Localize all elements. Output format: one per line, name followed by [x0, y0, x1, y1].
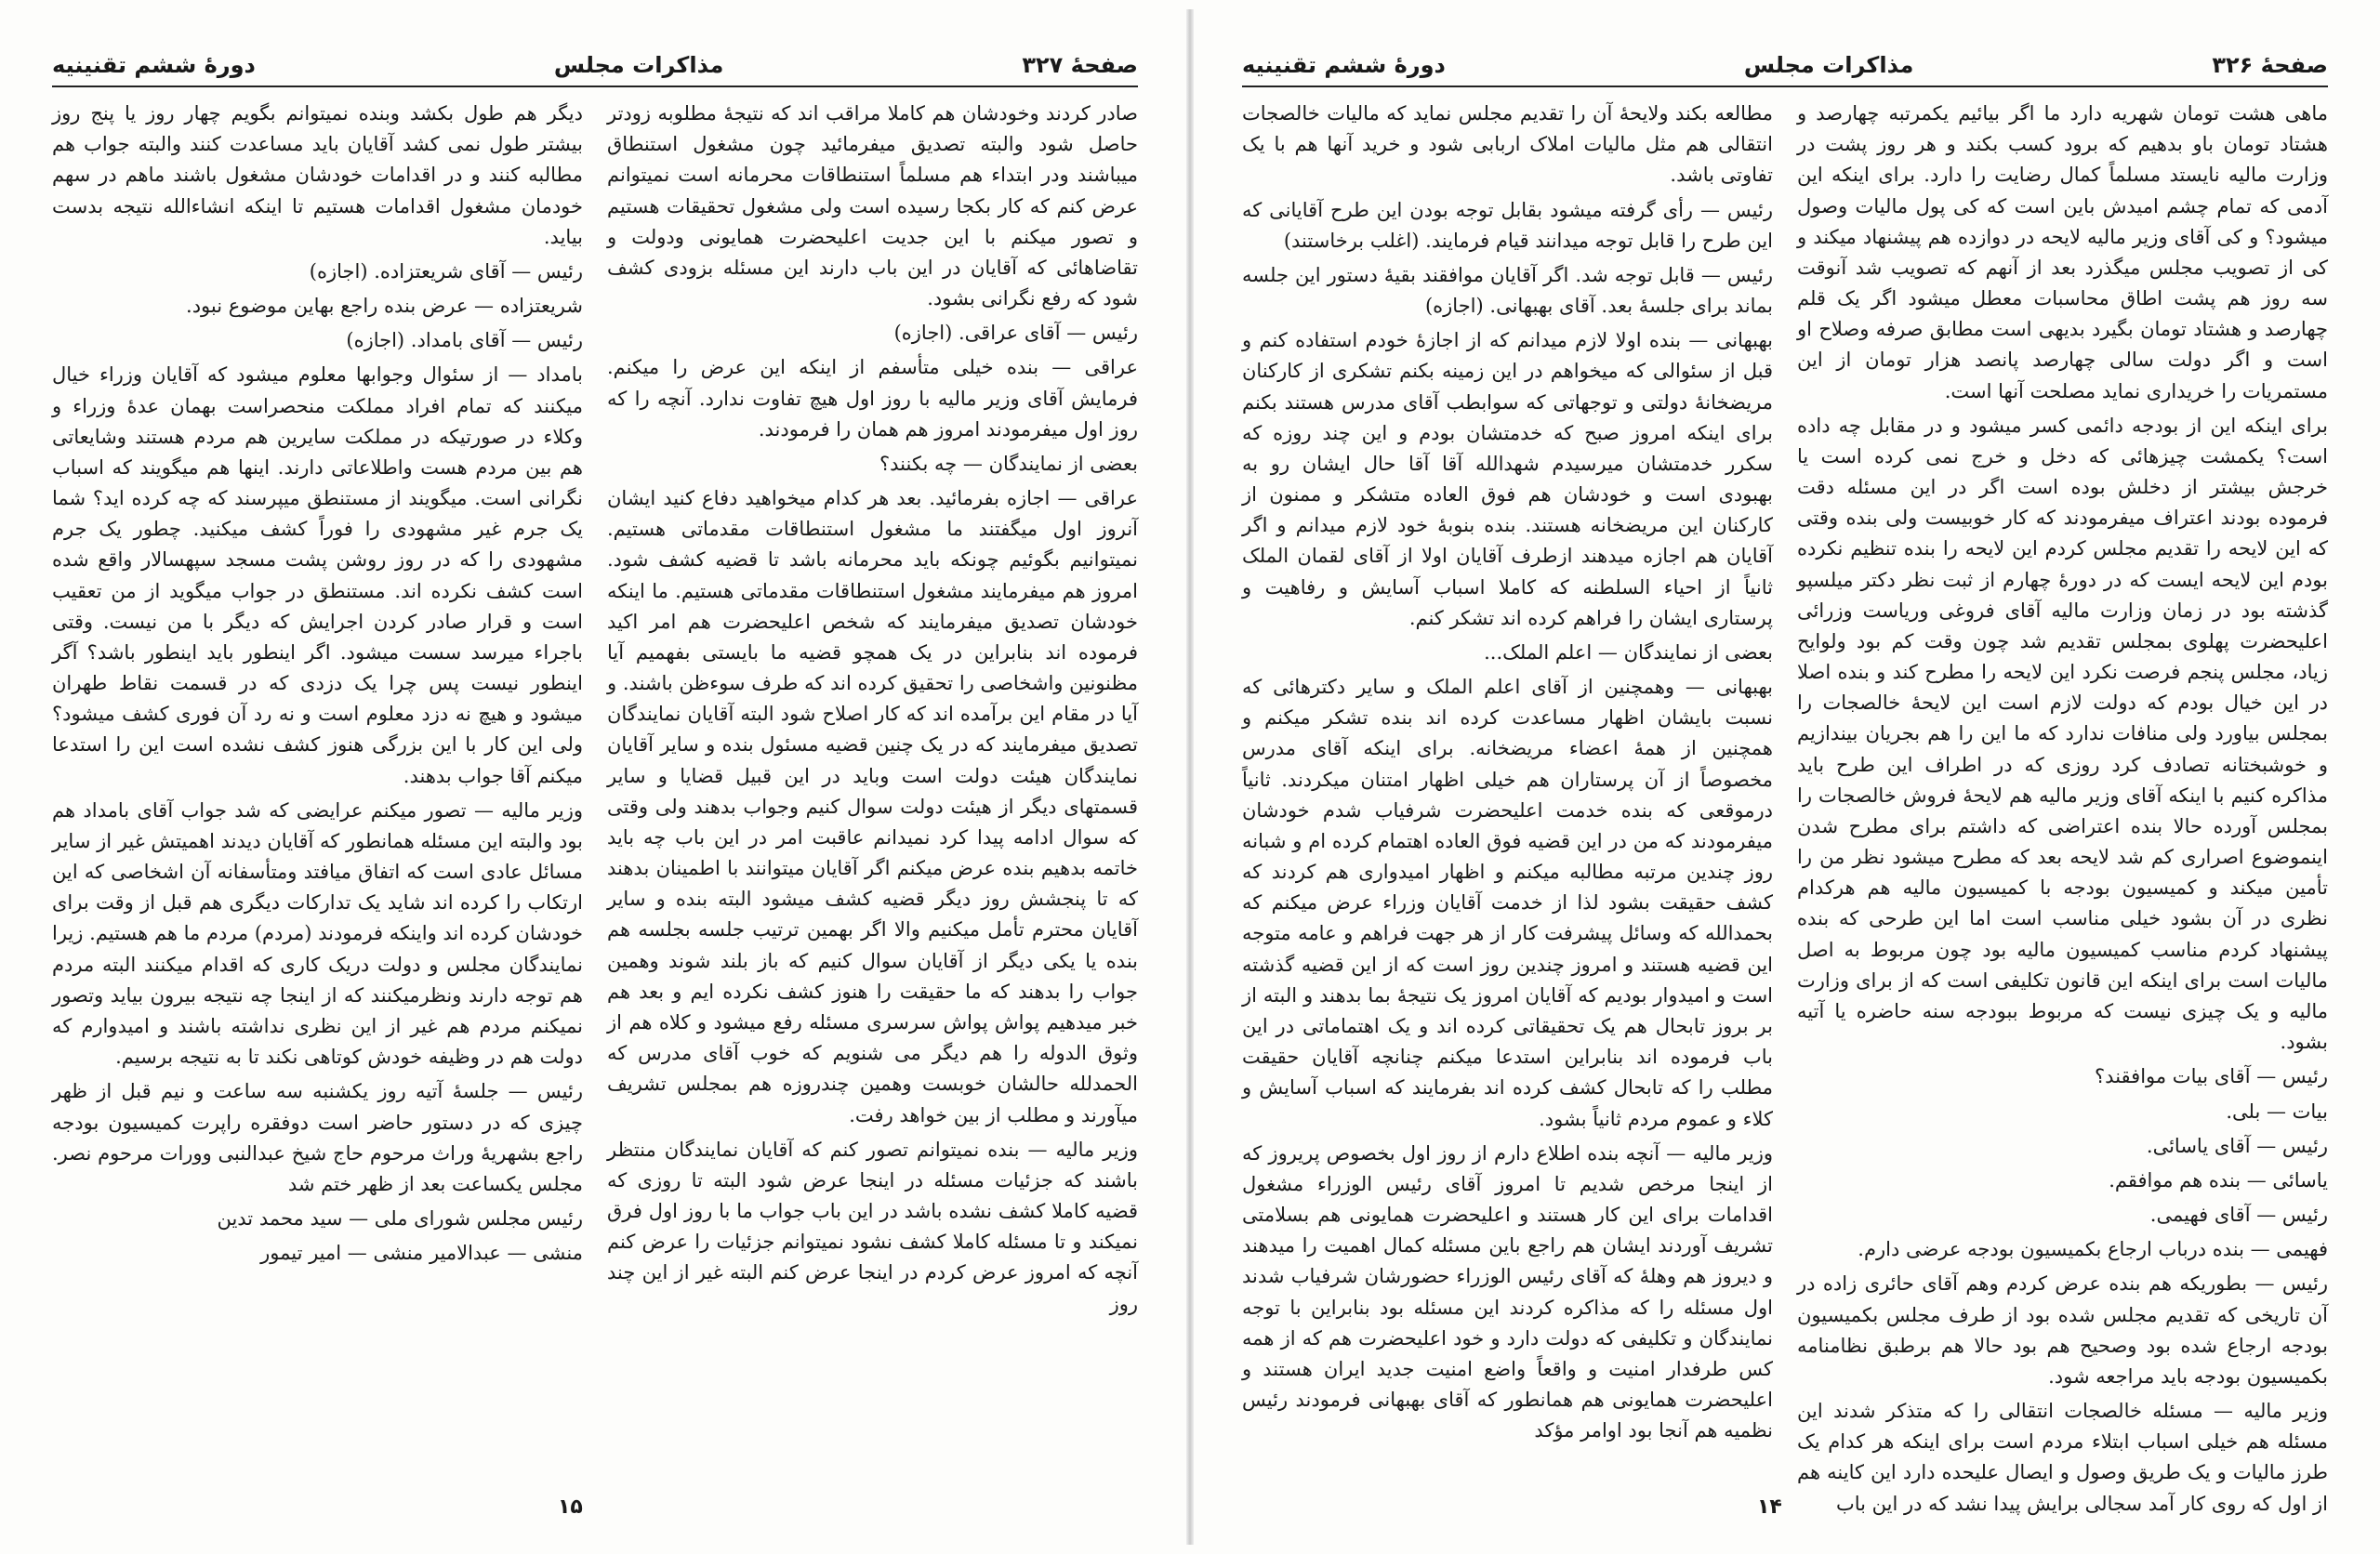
paragraph: رئیس — قابل توجه شد. اگر آقایان موافقند بقیهٔ دستور این جلسه بماند برای جلسهٔ بعد. آقای بهبهانی. (اجازه) [1242, 263, 1773, 318]
paragraph: عراقی — بنده خیلی متأسفم از اینکه این عرض را میکنم. فرمایش آقای وزیر مالیه با روز اول هیچ تفاوت ندارد. آنچه را که روز اول میفرمودند امروز هم همان را فرمودند. [607, 356, 1138, 441]
page-number: ۱۵ [558, 1495, 583, 1519]
column-left [52, 99, 583, 1474]
column-left [1242, 99, 1773, 1474]
paragraph: صادر کردند وخودشان هم کاملا مراقب اند که نتیجهٔ مطلوبه زودتر حاصل شود والبته تصدیق میفرمائید چون مشغول استنطاق میباشند ودر ابتداء هم مسلماً استنطاقات محرمانه است نمیتوانم عرض کنم که کار بکجا رسیده است ولی مشغول تحقیقات هستیم و تصور میکنم با این جدیت اعلیحضرت همایونی ودولت و تقاضاهائی که آقایان در این باب دارند این مسئله بزودی کشف شود که رفع نگرانی بشود. [607, 102, 1138, 310]
paragraph: شریعتزاده — عرض بنده راجع بهاین موضوع نبود. [186, 295, 583, 318]
page-label: صفحهٔ ۳۲۶ [2212, 52, 2328, 78]
session-label: دورهٔ ششم تقنینیه [1242, 52, 1446, 78]
paragraph: بامداد — از سئوال وجوابها معلوم میشود که آقایان وزراء خیال میکنند که تمام افراد مملکت منحصراست بهمان عدهٔ وزراء و وکلاء در صورتیکه در مملکت سایرین هم مردم هستند وشایعاتی هم بین مردم هست واطلاعاتی دارند. اینها هم میگویند که اسباب نگرانی است. میگویند از مستنطق میپرسند که چه کرده اید؟ شما یک جرم غیر مشهودی را فوراً کشف میکنید. چطور یک جرم مشهودی را که در روز روشن پشت مسجد سپهسالار واقع شده است کشف نکرده اند. مستنطق در جواب میگوید از من تعقیب است و قرار صادر کردن اجرایش که دیگر با من نیست. وقتی باجراء میرسد سست میشود. اگر اینطور باید اینطور باشد؟ آگر اینطور نیست پس چرا یک دزدی که در قسمت نقاط طهران میشود و هیچ نه دزد معلوم است و نه رد آن فوری کشف میشود؟ ولی این کار با این بزرگی هنوز کشف نشده است این را استدعا میکنم آقا جواب بدهند. [52, 363, 583, 787]
page-header [52, 45, 1138, 87]
page-label: صفحهٔ ۳۲۷ [1022, 52, 1138, 78]
paragraph: بعضی از نمایندگان — اعلم الملک... [1484, 640, 1773, 664]
paragraph: برای اینکه این از بودجه دائمی کسر میشود و در مقابل چه داده است؟ یکمشت چیزهائی که دخل و خرج نمی کرده است یا خرجش بیشتر از دخلش بوده است اگر در این مسئله دقت فرموده بودند اعتراف میفرمودند که کار خوبیست ولی بنده وقتی که این لایحه را تقدیم مجلس کردم این لایحه را بنده تنظیم نکرده بودم این لایحه ایست که در دورهٔ چهارم از ثبت نظر دکتر میلسپو گذشته بود در زمان وزارت مالیه آقای فروغی وریاست وزرائی اعلیحضرت پهلوی بمجلس تقدیم شد چون وقت کم بود ولوایح زیاد، مجلس پنجم فرصت نکرد این لایحه را مطرح کند و بنده اصلا در این خیال بودم که دولت لازم است این لایحهٔ خالصجات را بمجلس بیاورد ولی منافات ندارد که ما این را هم بجریان بیندازیم و خوشبختانه تصادف کرد روزی که در اطراف این طرح باید مذاکره کنیم با اینکه آقای وزیر مالیه هم لایحهٔ فروش خالصجات را بمجلس آورده حالا بنده اعتراضی که داشتم برای مطرح شدن اینموضوع اصراری کم شد لایحه بعد که مطرح میشود نظر من را تأمین میکند و کمیسیون بودجه با کمیسیون مالیه هم هرکدام نظری در آن بشود خیلی مناسب است اما این طرحی که بنده پیشنهاد کردم مناسب کمیسیون مالیه بود چون مربوط به اصل مالیات است برای اینکه این قانون تکلیفی است که از برای وزارت مالیه و یک چیزی نیست که مربوط ببودجه سنه حاضره یا آتیه بشود. [1797, 414, 2328, 1054]
text-columns [52, 99, 1138, 1474]
paragraph: ماهی هشت تومان شهریه دارد ما اگر بیائیم یکمرتبه چهارصد و هشتاد تومان باو بدهیم که برود کسب بکند و هر روز پشت در وزارت مالیه نایستد مسلماً کمال رضایت را دارد. برای اینکه این آدمی که تمام چشم امیدش باین است که کی پول مالیات وصول میشود؟ و کی آقای وزیر مالیه لایحه در دوازده هم پیشنهاد میکند و کی از تصویب مجلس میگذرد بعد از آنهم که تصویب شد آنوقت سه روز هم پشت اطاق محاسبات معطل میشود اگر یک قلم چهارصد و هشتاد تومان بگیرد بدیهی است مطابق صرفه وصلاح او است و اگر دولت سالی چهارصد پانصد هزار تومان از این مستمریات را خریداری نماید مصلحت آنها است. [1797, 102, 2328, 402]
signature-line: منشی — عبدالامیر منشی — امیر تیمور [260, 1242, 583, 1265]
paragraph: رئیس — آقای بامداد. (اجازه) [346, 329, 583, 352]
paragraph: وزیر مالیه — تصور میکنم عرایضی که شد جواب آقای بامداد هم بود والبته این مسئله همانطور که آقایان دیدند اهمیتش غیر از سایر مسائل عادی است که اتفاق میافتد ومتأسفانه آن اشخاصی که این ارتکاب را کرده اند شاید یک تدارکات دیگری هم قبل از وقت برای خودشان کرده اند واینکه فرمودند (مردم) مردم ما هم هستیم. زیرا نمایندگان مجلس و دولت دریک کاری که اقدام میکنند البته مردم هم توجه دارند ونظرمیکنند که از اینجا چه نتیجه بیرون بیاید وتصور نمیکنم مردم هم غیر از این نظری نداشته باشند و امیدوارم که دولت هم در وظیفه خودش کوتاهی نکند تا به نتیجه برسیم. [52, 798, 583, 1069]
page-header [1242, 45, 2328, 87]
paragraph: بهبهانی — وهمچنین از آقای اعلم الملک و سایر دکترهائی که نسبت بایشان اظهار مساعدت کرده اند بنده تشکر میکنم و همچنین از همهٔ اعضاء مریضخانه. برای اینکه آقای مدرس مخصوصاً از آن پرستاران هم خیلی اظهار امتنان میکردند. ثانیاً درموقعی که بنده خدمت اعلیحضرت شرفیاب شدم خودشان میفرمودند که من در این قضیه فوق العاده اهتمام کرده ام و شبانه روز چندین مرتبه مطالبه میکنم و اظهار امیدواری هم کردند که کشف حقیقت بشود لذا از خدمت آقایان وزراء عرض میکنم که بحمدالله که وسائل پیشرفت کار از هر جهت فراهم و عامه متوجه این قضیه هستند و امروز چندین روز است که از این قضیه گذشته است و امیدوار بودیم که آقایان امروز یک نتیجهٔ بما بدهند و البته از بر بروز تابحال هم یک تحقیقاتی کرده اند و یک اهتماماتی در این باب فرموده اند بنابراین استدعا میکنم چنانچه آقایان حقیقت مطلب را که تابحال کشف کرده اند بفرمایند که اسباب آسایش و کلاء و عموم مردم ثانیاً بشود. [1242, 676, 1773, 1130]
paragraph: بیات — بلی. [2226, 1100, 2328, 1123]
paragraph: وزیر مالیه — مسئله خالصجات انتقالی را که متذکر شدند این مسئله هم خیلی اسباب ابتلاء مردم است برای اینکه هر کدام یک طرز مالیات و یک طریق وصول و ایصال علیحده دارد این کاینه هم از اول که روی کار آمد سجالی برایش پیدا نشد که در این باب [1797, 1400, 2328, 1515]
paragraph: رئیس — آقای عراقی. (اجازه) [893, 322, 1138, 345]
paragraph: رئیس — بطوریکه هم بنده عرض کردم وهم آقای حائری زاده در آن تاریخی که تقدیم مجلس شده بود از طرف مجلس بکمیسیون بودجه ارجاع شده بود وصحیح هم بود حالا هم برطبق نظامنامه بکمیسیون بودجه باید مراجعه شود. [1797, 1272, 2328, 1388]
header-title: مذاکرات مجلس [553, 52, 724, 78]
header-title: مذاکرات مجلس [1743, 52, 1914, 78]
paragraph: مطالعه بکند ولایحهٔ آن را تقدیم مجلس نماید که مالیات خالصجات انتقالی هم مثل مالیات املاک اربابی شود و خرید آنها هم با یک تفاوتی باشد. [1242, 102, 1773, 187]
column-right [1797, 99, 2328, 1515]
paragraph: رئیس — آقای یاسائی. [2146, 1134, 2328, 1157]
paragraph: بهبهانی — بنده اولا لازم میدانم که از اجازهٔ خودم استفاده کنم و قبل از سئوالی که میخواهم در این زمینه بکنم تشکری از کارکنان مریضخانهٔ دولتی و توجهاتی که سوابطب آقای مدرس هستند بکنم برای اینکه امروز صبح که خدمتشان بودم و این چند روزه که سکرر خدمتشان میرسیدم شهدالله آقا آقا حال ایشان رو به بهبودی است و خودشان هم فوق العاده متشکر و ممنون از کارکنان این مریضخانه هستند. بنده بنوبهٔ خود لازم میدانم و اگر آقایان هم اجازه میدهند ازطرف آقایان اولا از آقای لقمان الملک ثانیاً از احیاء السلطنه که کاملا اسباب آسایش و رفاهیت و پرستاری ایشان را فراهم کرده اند تشکر کنم. [1242, 329, 1773, 629]
paragraph: وزیر مالیه — بنده نمیتوانم تصور کنم که آقایان نمایندگان منتظر باشند که جزئیات مسئله در اینجا عرض شود البته تا روزی که قضیه کاملا کشف نشده باشد در این باب جواب ما با روز اول فرق نمیکند و تا مسئله کاملا کشف نشود نمیتوانم جزئیات را عرض کنم آنچه که امروز عرض کردم در اینجا عرض کنم البته غیر از این چند روز [607, 1138, 1138, 1315]
paragraph: یاسائی — بنده هم موافقم. [2109, 1168, 2328, 1192]
page-number: ۱۴ [1757, 1495, 1782, 1519]
paragraph: دیگر هم طول بکشد وبنده نمیتوانم بگویم چهار روز یا پنج روز بیشتر طول نمی کشد آقایان باید مساعدت کنند والبته جواب هم مطالبه کنند و در اقدامات خودشان مشغول باشند ماهم در سهم خودمان مشغول اقدامات هستیم تا اینکه انشاءالله نتیجه بدست بیاید. [52, 102, 583, 248]
paragraph: رئیس — جلسهٔ آتیه روز یکشنبه سه ساعت و نیم قبل از ظهر چیزی که در دستور حاضر است دوفقره راپرت کمیسیون بودجه راجع بشهریهٔ وراث مرحوم حاج شیخ عبدالنبی وورات مرحوم نصر. مجلس یکساعت بعد از ظهر ختم شد [52, 1080, 583, 1195]
paragraph: بعضی از نمایندگان — چه بکنند؟ [879, 452, 1138, 475]
paragraph: رئیس — آقای شریعتزاده. (اجازه) [309, 259, 583, 283]
session-label: دورهٔ ششم تقنینیه [52, 52, 256, 78]
paragraph: عراقی — اجازه بفرمائید. بعد هر کدام میخواهید دفاع کنید ایشان آنروز اول میگفتند ما مشغول استنطاقات مقدماتی هستیم. نمیتوانیم بگوئیم چونکه باید محرمانه باشد تا قضیه کشف شود. امروز هم میفرمایند مشغول استنطاقات مقدماتی هستیم. ما اینکه خودشان تصدیق میفرمایند که شخص اعلیحضرت هم امر اکید فرموده اند بنابراین در یک همچو قضیه ما بایستی بفهمیم آیا مظنونین واشخاصی را تحقیق کرده اند که طرف سوءظن باشند. و آیا در مقام این برآمده اند که کار اصلاح شود البته آقایان نمایندگان تصدیق میفرمایند که در یک چنین قضیه مسئول بنده و سایر آقایان نمایندگان هیئت دولت است وباید در این قبیل قضایا و سایر قسمتهای دیگر از هیئت دولت سوال کنیم وجواب بدهند ولی وقتی که سوال ادامه پیدا کرد نمیدانم عاقبت امر در این باب چه باید خاتمه بدهیم بنده عرض میکنم اگر آقایان میتوانند با اطمینان بدهند که تا پنجشش روز دیگر قضیه کشف میشود البته بنده و سایر آقایان محترم تأمل میکنیم والا اگر بهمین ترتیب جلسه بجلسه هم بنده یا یکی دیگر از آقایان سوال کنیم که باز بلند شوند وهمین جواب را بدهند که ما حقیقت را هنوز کشف نکرده ایم و بعد هم خبر میدهیم پواش پواش سرسری مسئله رفع میشود و کلاه هم از وثوق الدوله را هم دیگر می شنویم که خوب آقای مدرس که الحمدلله حالشان خوبست وهمین چندروزه هم بمجلس تشریف میآورند و مطلب از بین خواهد رفت. [607, 487, 1138, 1126]
paragraph: رئیس — آقای فهیمی. [2149, 1204, 2328, 1227]
paragraph: فهیمی — بنده درباب ارجاع بکمیسیون بودجه عرضی دارم. [1858, 1238, 2328, 1261]
signature-line: رئیس مجلس شورای ملی — سید محمد تدین [217, 1207, 583, 1231]
paragraph: وزیر مالیه — آنچه بنده اطلاع دارم از روز اول بخصوص پریروز که از اینجا مرخص شدیم تا امروز آقای رئیس الوزراء مشغول اقدامات برای این کار هستند و اعلیحضرت همایونی هم بسلامتی تشریف آوردند ایشان هم راجع باین مسئله کمال اهمیت را میدهند و دیروز هم وهلهٔ که آقای رئیس الوزراء حضورشان شرفیاب شدند اول مسئله را که مذاکره کردند این مسئله بود بنابراین با توجه نمایندگان و تکلیفی که دولت دارد و خود اعلیحضرت هم که از همه کس طرفدار امنیت و واقعاً واضع امنیت جدید ایران هستند و اعلیحضرت همایونی هم همانطور که آقای بهبهانی فرمودند رئیس نظمیه هم آنجا بود اوامر مؤکد [1242, 1141, 1773, 1442]
column-right [607, 99, 1138, 1474]
right-page [1190, 0, 2380, 1554]
paragraph: رئیس — آقای بیات موافقند؟ [2095, 1065, 2328, 1088]
paragraph: رئیس — رأی گرفته میشود بقابل توجه بودن این طرح آقایانی که این طرح را قابل توجه میدانند قیام فرمایند. (اغلب برخاستند) [1242, 198, 1773, 252]
